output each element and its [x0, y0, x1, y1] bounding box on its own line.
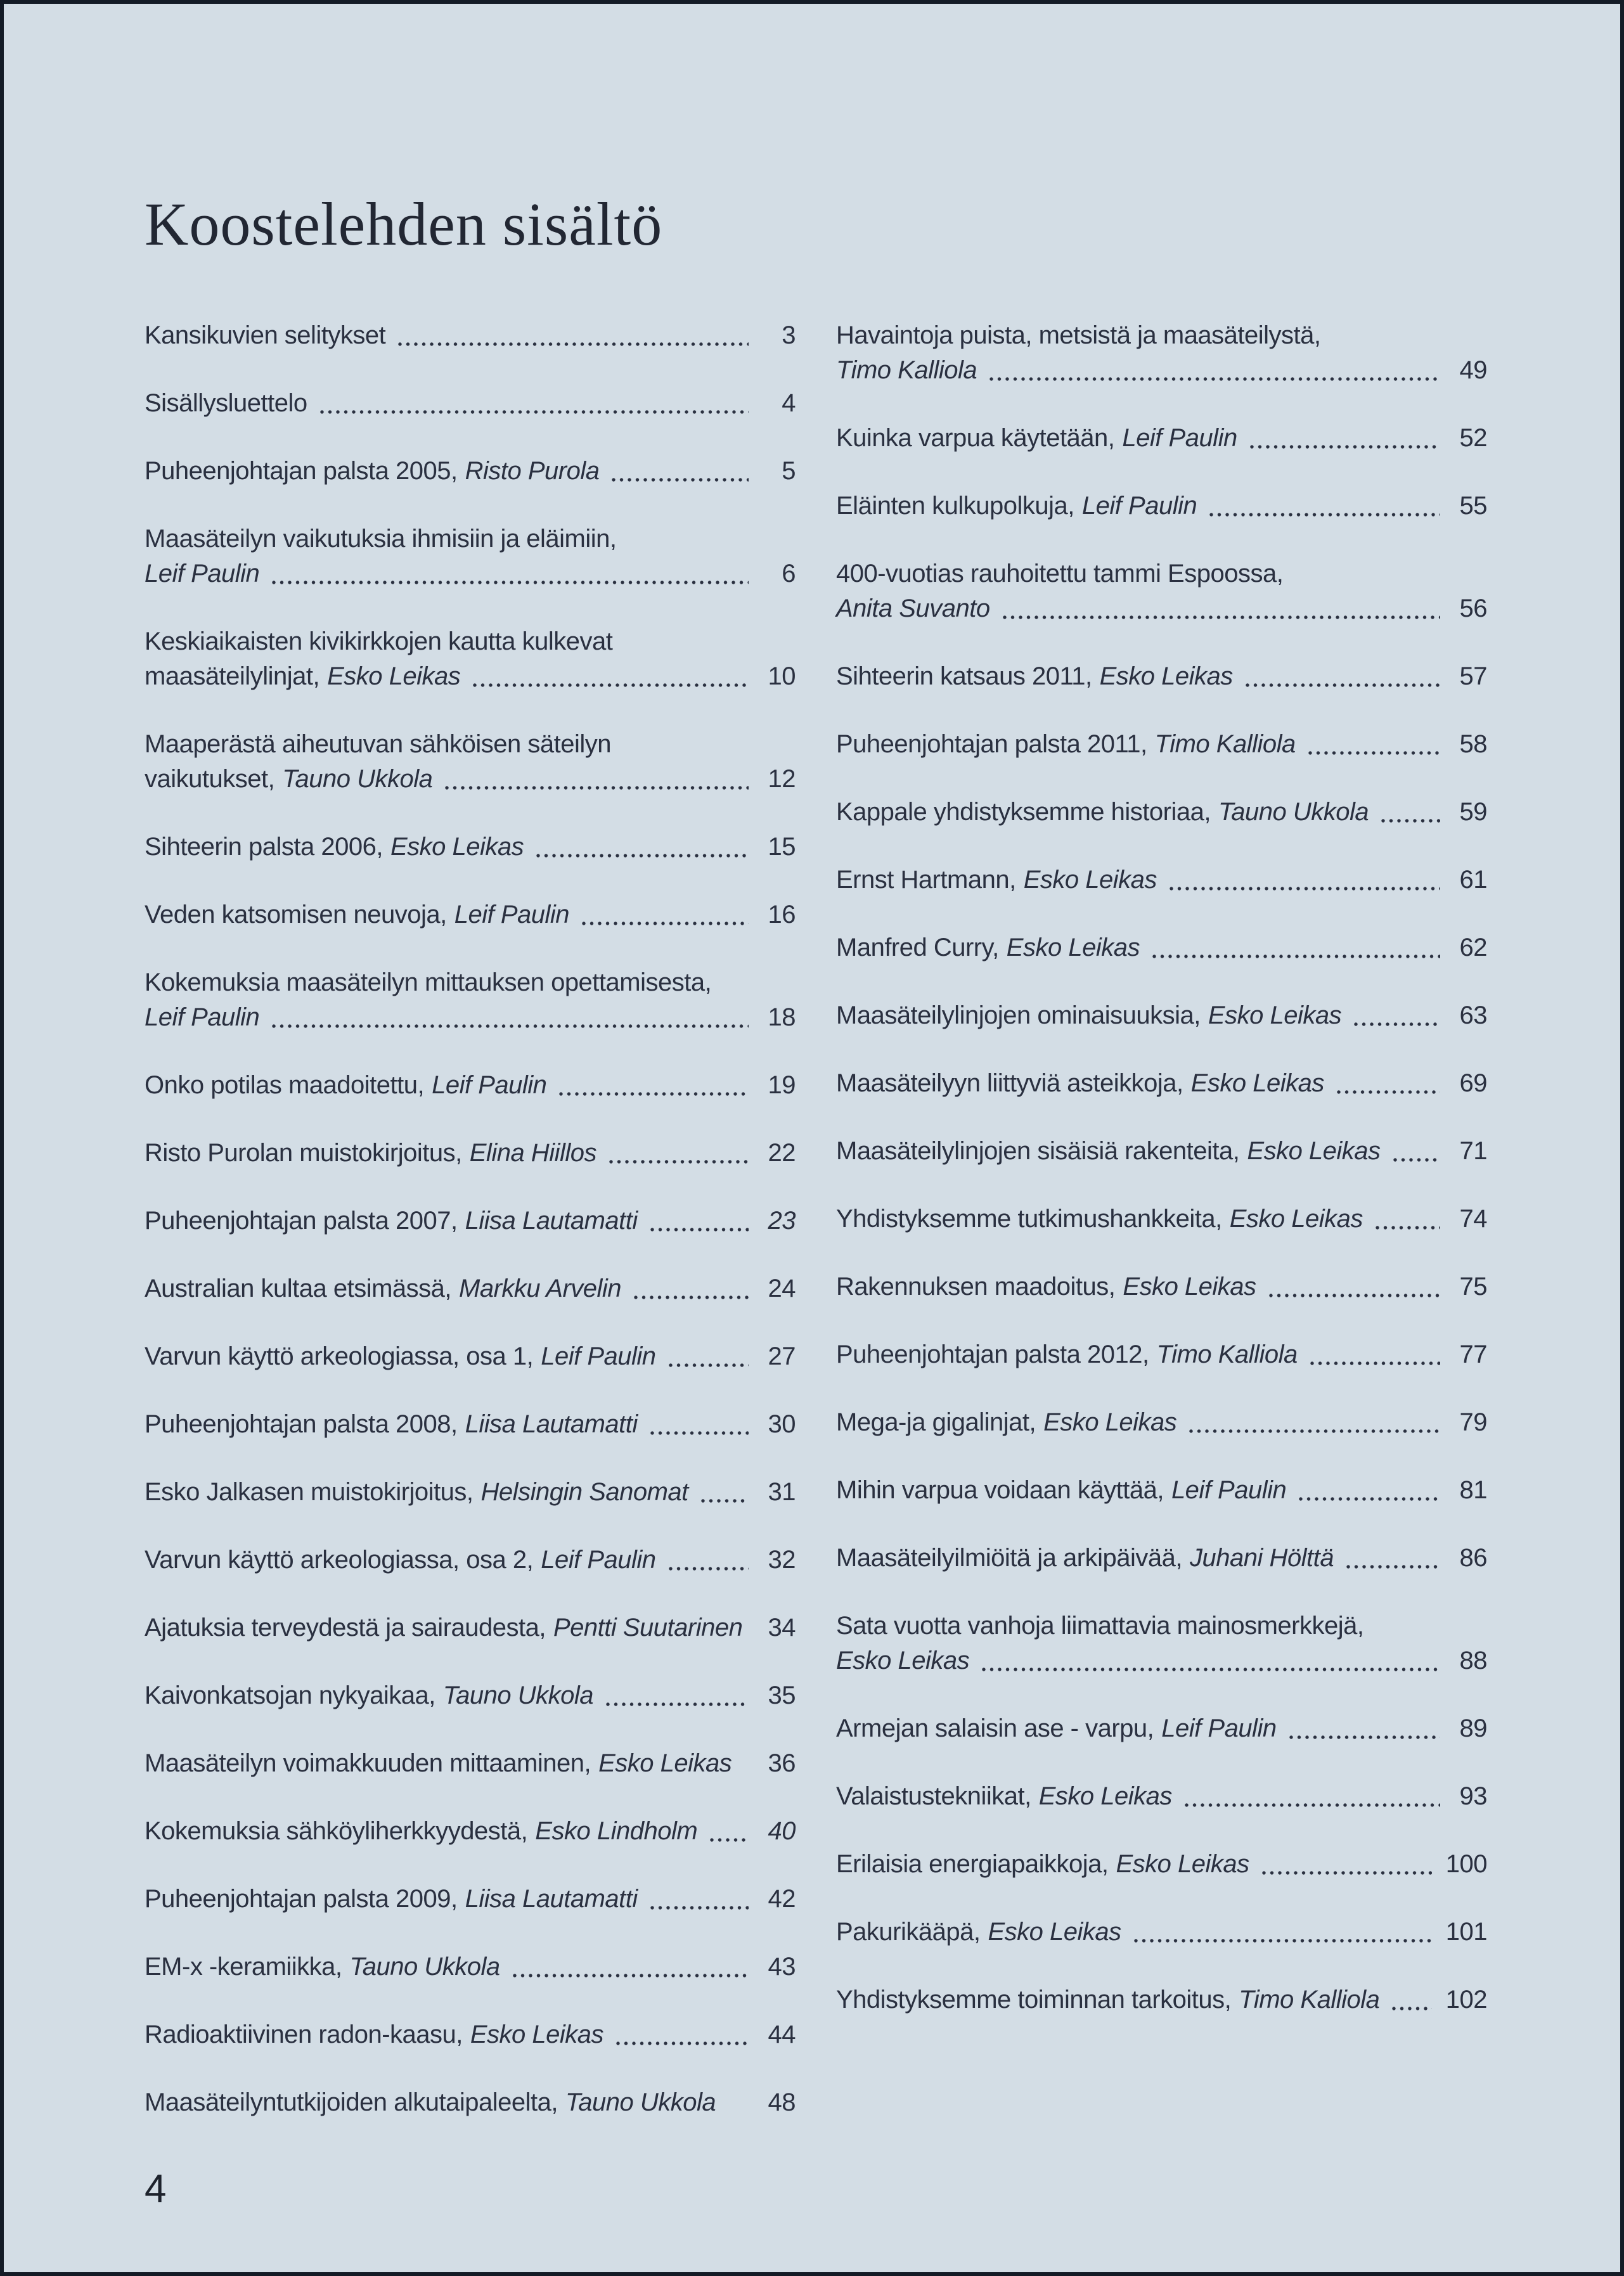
entry-author: Esko Lindholm	[535, 1817, 698, 1845]
leader-dots	[710, 1837, 749, 1843]
leader-dots	[1392, 2005, 1431, 2012]
entry-author: Esko Leikas	[988, 1918, 1121, 1946]
entry-author: Timo Kalliola	[836, 356, 977, 384]
entry-page-number: 6	[782, 560, 796, 588]
entry-author: Leif Paulin	[541, 1546, 656, 1574]
entry-page-number: 36	[768, 1749, 796, 1777]
leader-dots	[536, 852, 749, 859]
entry-author: Esko Leikas	[598, 1749, 732, 1777]
entry-title: Maasäteilyntutkijoiden alkutaipaleelta,	[145, 2088, 558, 2116]
entry-leader-line	[145, 1543, 796, 1578]
entry-page-number: 30	[768, 1410, 796, 1438]
entry-page-number: 23	[768, 1207, 796, 1235]
page-title: Koostelehden sisältö	[145, 190, 663, 258]
entry-page-number: 5	[782, 457, 796, 485]
entry-page-number: 32	[768, 1546, 796, 1574]
entry-leader-line	[145, 1611, 796, 1645]
entry-leader-line	[145, 1339, 796, 1374]
entry-leader-line	[836, 1270, 1487, 1304]
entry-page-number: 34	[768, 1614, 796, 1642]
leader-dots	[1262, 1870, 1432, 1876]
leader-dots	[1308, 750, 1440, 756]
entry-title: Maasäteilylinjojen sisäisiä rakenteita,	[836, 1137, 1240, 1165]
entry-page-number: 35	[768, 1681, 796, 1709]
toc-entry	[836, 1337, 1487, 1372]
entry-leader-line	[836, 1915, 1487, 1950]
toc-entry	[836, 795, 1487, 830]
entry-title: Maasäteilylinjojen ominaisuuksia,	[836, 1001, 1201, 1029]
entry-author: Esko Leikas	[470, 2021, 604, 2048]
toc-entry	[836, 556, 1487, 626]
entry-title: Yhdistyksemme tutkimushankkeita,	[836, 1205, 1222, 1233]
entry-author: Esko Leikas	[1023, 866, 1157, 894]
entry-title: Erilaisia energiapaikkoja,	[836, 1850, 1109, 1878]
entry-leader-line	[145, 1746, 796, 1781]
entry-leader-line	[836, 1711, 1487, 1746]
entry-author: Risto Purola	[465, 457, 600, 485]
entry-author: Leif Paulin	[1081, 492, 1197, 520]
entry-leader-line	[836, 1202, 1487, 1237]
entry-leader-line	[145, 1000, 796, 1035]
leader-dots	[1393, 1157, 1440, 1163]
leader-dots	[650, 1905, 749, 1911]
entry-page-number: 12	[768, 765, 796, 793]
leader-dots	[1376, 1225, 1440, 1231]
entry-leader-line	[145, 556, 796, 591]
entry-leader-line	[145, 318, 796, 353]
leader-dots	[650, 1226, 749, 1233]
leader-dots	[650, 1430, 749, 1436]
entry-title-line: Maaperästä aiheutuvan sähköisen säteilyn	[145, 730, 612, 758]
leader-dots	[669, 1566, 749, 1572]
toc-entry	[836, 1711, 1487, 1746]
entry-author: Esko Leikas	[836, 1647, 970, 1675]
leader-dots	[606, 1701, 749, 1707]
toc-columns	[145, 318, 1487, 2153]
entry-title: Sisällysluettelo	[145, 389, 307, 417]
entry-title: Puheenjohtajan palsta 2005,	[145, 457, 458, 485]
folio-page-number: 4	[145, 2167, 167, 2211]
toc-entry	[836, 1134, 1487, 1169]
entry-author: Leif Paulin	[145, 560, 260, 588]
entry-title: Mihin varpua voidaan käyttää,	[836, 1476, 1164, 1504]
leader-dots	[616, 2040, 749, 2047]
entry-leader-line	[145, 1271, 796, 1306]
entry-title: Eläinten kulkupolkuja,	[836, 492, 1074, 520]
leader-dots	[1152, 953, 1440, 960]
entry-leader-line	[145, 1204, 796, 1238]
entry-title: Valaistustekniikat,	[836, 1782, 1031, 1810]
entry-page-number: 22	[768, 1139, 796, 1167]
entry-page-number: 56	[1459, 595, 1487, 622]
entry-title-line: Keskiaikaisten kivikirkkojen kautta kulkevat	[145, 627, 613, 655]
entry-author: Esko Leikas	[1208, 1001, 1342, 1029]
entry-title: Esko Jalkasen muistokirjoitus,	[145, 1478, 474, 1506]
leader-dots	[445, 785, 749, 791]
entry-author: Esko Leikas	[1229, 1205, 1363, 1233]
entry-author: Leif Paulin	[541, 1342, 656, 1370]
toc-entry	[145, 2017, 796, 2052]
entry-leader-line	[145, 2085, 796, 2120]
entry-leader-line	[836, 1983, 1487, 2017]
entry-leader-line	[145, 386, 796, 421]
entry-author: Leif Paulin	[1171, 1476, 1287, 1504]
entry-leader-line	[836, 1779, 1487, 1814]
entry-title-line: Sata vuotta vanhoja liimattavia mainosmerkkejä,	[836, 1612, 1364, 1640]
leader-dots	[473, 682, 749, 688]
entry-page-number: 89	[1459, 1714, 1487, 1742]
leader-dots	[398, 341, 749, 347]
entry-page-number: 18	[768, 1003, 796, 1031]
toc-entry	[836, 1066, 1487, 1101]
entry-leader-line	[836, 421, 1487, 456]
toc-entry	[836, 1779, 1487, 1814]
entry-title: Yhdistyksemme toiminnan tarkoitus,	[836, 1986, 1232, 2014]
entry-author: Liisa Lautamatti	[465, 1410, 638, 1438]
entry-leader-line	[145, 1136, 796, 1171]
entry-leader-line	[145, 1475, 796, 1510]
entry-leader-line	[836, 1643, 1487, 1678]
entry-page-number: 48	[768, 2088, 796, 2116]
toc-entry	[836, 1541, 1487, 1576]
entry-title: Australian kultaa etsimässä,	[145, 1275, 452, 1302]
entry-leader-line	[836, 1134, 1487, 1169]
toc-entry	[145, 1204, 796, 1238]
entry-title: Radioaktiivinen radon-kaasu,	[145, 2021, 463, 2048]
entry-author: Liisa Lautamatti	[465, 1207, 638, 1235]
entry-author: Timo Kalliola	[1239, 1986, 1380, 2014]
entry-page-number: 62	[1459, 934, 1487, 961]
entry-author: Markku Arvelin	[459, 1275, 622, 1302]
entry-page-number: 81	[1459, 1476, 1487, 1504]
entry-page-number: 24	[768, 1275, 796, 1302]
entry-leader-line	[836, 930, 1487, 965]
entry-page-number: 10	[768, 662, 796, 690]
entry-title-line: Kokemuksia maasäteilyn mittauksen opettamisesta,	[145, 968, 712, 996]
entry-author: Leif Paulin	[145, 1003, 260, 1031]
entry-title: Maasäteilyilmiöitä ja arkipäivää,	[836, 1544, 1182, 1572]
entry-page-number: 69	[1459, 1069, 1487, 1097]
entry-page-number: 43	[768, 1953, 796, 1981]
entry-author: Tauno Ukkola	[565, 2088, 716, 2116]
entry-page-number: 19	[768, 1071, 796, 1099]
entry-author: Leif Paulin	[454, 901, 570, 929]
entry-author: Esko Leikas	[1043, 1408, 1177, 1436]
entry-page-number: 71	[1459, 1137, 1487, 1165]
toc-entry	[145, 897, 796, 932]
entry-leader-line	[145, 659, 796, 694]
entry-title: Puheenjohtajan palsta 2009,	[145, 1885, 458, 1913]
entry-author: Anita Suvanto	[836, 595, 990, 622]
entry-leader-line	[145, 1678, 796, 1713]
leader-dots	[1354, 1021, 1440, 1027]
entry-leader-line	[836, 727, 1487, 762]
entry-page-number: 75	[1459, 1273, 1487, 1301]
entry-leader-line	[836, 1473, 1487, 1508]
entry-leader-line	[836, 1337, 1487, 1372]
leader-dots	[1337, 1089, 1440, 1095]
leader-dots	[1246, 682, 1440, 688]
leader-dots	[1189, 1428, 1440, 1434]
toc-entry	[145, 454, 796, 489]
toc-entry	[145, 624, 796, 694]
toc-entry	[145, 727, 796, 797]
leader-dots	[634, 1294, 749, 1301]
toc-entry	[836, 1609, 1487, 1678]
leader-dots	[1299, 1496, 1440, 1502]
entry-author: Juhani Hölttä	[1189, 1544, 1334, 1572]
entry-author: Timo Kalliola	[1156, 1341, 1298, 1368]
entry-leader-line	[836, 795, 1487, 830]
leader-dots	[513, 1972, 749, 1979]
leader-dots	[612, 477, 749, 483]
leader-dots	[1185, 1802, 1440, 1808]
entry-title: Puheenjohtajan palsta 2012,	[836, 1341, 1149, 1368]
entry-page-number: 52	[1459, 424, 1487, 452]
toc-entry	[836, 930, 1487, 965]
toc-column-right	[836, 318, 1487, 2153]
entry-page-number: 59	[1459, 798, 1487, 826]
toc-entry	[145, 1136, 796, 1171]
entry-author: Elina Hiillos	[469, 1139, 596, 1167]
entry-page-number: 27	[768, 1342, 796, 1370]
toc-entry	[836, 1983, 1487, 2017]
entry-title: Onko potilas maadoitettu,	[145, 1071, 425, 1099]
entry-leader-line	[145, 1407, 796, 1442]
entry-leader-line	[145, 2017, 796, 2052]
entry-leader-line	[836, 489, 1487, 524]
toc-entry	[145, 1407, 796, 1442]
entry-title-line: 400-vuotias rauhoitettu tammi Espoossa,	[836, 560, 1284, 588]
entry-author: Esko Leikas	[1123, 1273, 1256, 1301]
entry-title: Varvun käyttö arkeologiassa, osa 1,	[145, 1342, 534, 1370]
entry-page-number: 63	[1459, 1001, 1487, 1029]
entry-page-number: 31	[768, 1478, 796, 1506]
entry-title: Maasäteilyyn liittyviä asteikkoja,	[836, 1069, 1183, 1097]
entry-title: Rakennuksen maadoitus,	[836, 1273, 1116, 1301]
leader-dots	[559, 1091, 749, 1097]
entry-author: Leif Paulin	[1122, 424, 1237, 452]
leader-dots	[1310, 1360, 1440, 1366]
entry-author: Leif Paulin	[432, 1071, 547, 1099]
entry-leader-line	[145, 1950, 796, 1984]
toc-column-left	[145, 318, 796, 2153]
entry-title: Kuinka varpua käytetään,	[836, 424, 1115, 452]
entry-page-number: 55	[1459, 492, 1487, 520]
entry-leader-line	[145, 830, 796, 865]
leader-dots	[1346, 1564, 1440, 1570]
entry-page-number: 44	[768, 2021, 796, 2048]
entry-page-number: 88	[1459, 1647, 1487, 1675]
entry-leader-line	[836, 998, 1487, 1033]
entry-leader-line	[145, 1882, 796, 1917]
entry-leader-line	[145, 897, 796, 932]
entry-leader-line	[836, 353, 1487, 388]
entry-author: Esko Leikas	[390, 833, 524, 861]
entry-author: Helsingin Sanomat	[480, 1478, 688, 1506]
entry-title-line: Maasäteilyn vaikutuksia ihmisiin ja eläimiin,	[145, 525, 617, 553]
entry-author: Tauno Ukkola	[442, 1681, 594, 1709]
entry-author: Esko Leikas	[1099, 662, 1233, 690]
leader-dots	[669, 1362, 749, 1368]
entry-title: Mega-ja gigalinjat,	[836, 1408, 1036, 1436]
toc-entry	[836, 1847, 1487, 1882]
toc-entry	[836, 727, 1487, 762]
toc-entry	[836, 659, 1487, 694]
entry-page-number: 16	[768, 901, 796, 929]
leader-dots	[320, 409, 749, 415]
toc-entry	[145, 1746, 796, 1781]
entry-title: Ajatuksia terveydestä ja sairaudesta,	[145, 1614, 546, 1642]
entry-leader-line	[145, 454, 796, 489]
entry-page-number: 93	[1459, 1782, 1487, 1810]
toc-entry	[145, 1814, 796, 1849]
leader-dots	[1134, 1938, 1432, 1944]
entry-title: Puheenjohtajan palsta 2011,	[836, 730, 1147, 758]
entry-author: Esko Leikas	[1038, 1782, 1172, 1810]
leader-dots	[982, 1666, 1440, 1673]
leader-dots	[582, 920, 749, 927]
toc-entry	[836, 1270, 1487, 1304]
toc-entry	[836, 1405, 1487, 1440]
entry-author: Leif Paulin	[1161, 1714, 1277, 1742]
entry-title: Ernst Hartmann,	[836, 866, 1016, 894]
entry-author: Esko Leikas	[327, 662, 461, 690]
entry-leader-line	[145, 1814, 796, 1849]
entry-page-number: 57	[1459, 662, 1487, 690]
entry-title: Kaivonkatsojan nykyaikaa,	[145, 1681, 435, 1709]
entry-title: Kappale yhdistyksemme historiaa,	[836, 798, 1211, 826]
entry-leader-line	[836, 1066, 1487, 1101]
toc-entry	[836, 421, 1487, 456]
toc-entry	[145, 1543, 796, 1578]
entry-page-number: 40	[768, 1817, 796, 1845]
entry-leader-line	[836, 591, 1487, 626]
entry-title: Armejan salaisin ase - varpu,	[836, 1714, 1154, 1742]
entry-author: Pentti Suutarinen	[553, 1614, 743, 1642]
entry-author: Esko Leikas	[1247, 1137, 1381, 1165]
leader-dots	[272, 1023, 749, 1029]
entry-author: Tauno Ukkola	[282, 765, 433, 793]
entry-title: Varvun käyttö arkeologiassa, osa 2,	[145, 1546, 534, 1574]
entry-page-number: 100	[1445, 1850, 1487, 1878]
entry-title: Pakurikääpä,	[836, 1918, 981, 1946]
entry-title: Veden katsomisen neuvoja,	[145, 901, 447, 929]
entry-author: Timo Kalliola	[1154, 730, 1296, 758]
entry-title: Kansikuvien selitykset	[145, 321, 386, 349]
toc-entry	[145, 2085, 796, 2120]
entry-title-line: Havaintoja puista, metsistä ja maasäteilystä,	[836, 321, 1321, 349]
entry-page-number: 15	[768, 833, 796, 861]
toc-entry	[145, 318, 796, 353]
leader-dots	[1250, 444, 1440, 450]
toc-entry	[836, 1202, 1487, 1237]
entry-title: Sihteerin katsaus 2011,	[836, 662, 1092, 690]
entry-title: Sihteerin palsta 2006,	[145, 833, 383, 861]
leader-dots	[701, 1498, 749, 1504]
entry-leader-line	[145, 762, 796, 797]
entry-page-number: 86	[1459, 1544, 1487, 1572]
toc-entry	[145, 1950, 796, 1984]
toc-entry	[145, 1611, 796, 1645]
toc-entry	[836, 489, 1487, 524]
toc-entry	[145, 1271, 796, 1306]
entry-page-number: 77	[1459, 1341, 1487, 1368]
entry-title: maasäteilylinjat,	[145, 662, 320, 690]
leader-dots	[1381, 818, 1440, 824]
leader-dots	[1269, 1292, 1440, 1299]
entry-page-number: 74	[1459, 1205, 1487, 1233]
entry-page-number: 58	[1459, 730, 1487, 758]
entry-author: Esko Leikas	[1116, 1850, 1249, 1878]
entry-title: Kokemuksia sähköyliherkkyydestä,	[145, 1817, 528, 1845]
toc-entry	[145, 1339, 796, 1374]
entry-author: Tauno Ukkola	[1218, 798, 1369, 826]
entry-page-number: 42	[768, 1885, 796, 1913]
entry-author: Esko Leikas	[1190, 1069, 1324, 1097]
entry-leader-line	[836, 863, 1487, 897]
entry-leader-line	[836, 1405, 1487, 1440]
toc-entry	[145, 1678, 796, 1713]
toc-entry	[836, 998, 1487, 1033]
entry-page-number: 102	[1445, 1986, 1487, 2014]
leader-dots	[1209, 511, 1440, 518]
toc-entry	[836, 318, 1487, 388]
entry-author: Liisa Lautamatti	[465, 1885, 638, 1913]
toc-entry	[145, 1475, 796, 1510]
toc-entry	[145, 1068, 796, 1103]
entry-title: Puheenjohtajan palsta 2007,	[145, 1207, 458, 1235]
entry-author: Tauno Ukkola	[349, 1953, 500, 1981]
entry-page-number: 3	[782, 321, 796, 349]
entry-title: Risto Purolan muistokirjoitus,	[145, 1139, 462, 1167]
leader-dots	[1289, 1734, 1440, 1740]
entry-leader-line	[145, 1068, 796, 1103]
leader-dots	[1003, 614, 1440, 620]
entry-page-number: 101	[1445, 1918, 1487, 1946]
entry-author: Esko Leikas	[1006, 934, 1140, 961]
toc-entry	[145, 965, 796, 1035]
toc-entry	[836, 1473, 1487, 1508]
toc-entry	[145, 522, 796, 591]
entry-title: Manfred Curry,	[836, 934, 999, 961]
entry-title: Maasäteilyn voimakkuuden mittaaminen,	[145, 1749, 591, 1777]
toc-entry	[145, 1882, 796, 1917]
toc-entry	[145, 830, 796, 865]
entry-title: Puheenjohtajan palsta 2008,	[145, 1410, 458, 1438]
entry-title: EM-x -keramiikka,	[145, 1953, 342, 1981]
leader-dots	[272, 579, 749, 586]
entry-page-number: 61	[1459, 866, 1487, 894]
entry-leader-line	[836, 659, 1487, 694]
entry-leader-line	[836, 1847, 1487, 1882]
entry-page-number: 4	[782, 389, 796, 417]
leader-dots	[1170, 885, 1440, 892]
toc-entry	[145, 386, 796, 421]
leader-dots	[989, 376, 1440, 382]
toc-entry	[836, 1915, 1487, 1950]
leader-dots	[609, 1159, 749, 1165]
toc-entry	[836, 863, 1487, 897]
entry-title: vaikutukset,	[145, 765, 275, 793]
entry-leader-line	[836, 1541, 1487, 1576]
entry-page-number: 49	[1459, 356, 1487, 384]
entry-page-number: 79	[1459, 1408, 1487, 1436]
